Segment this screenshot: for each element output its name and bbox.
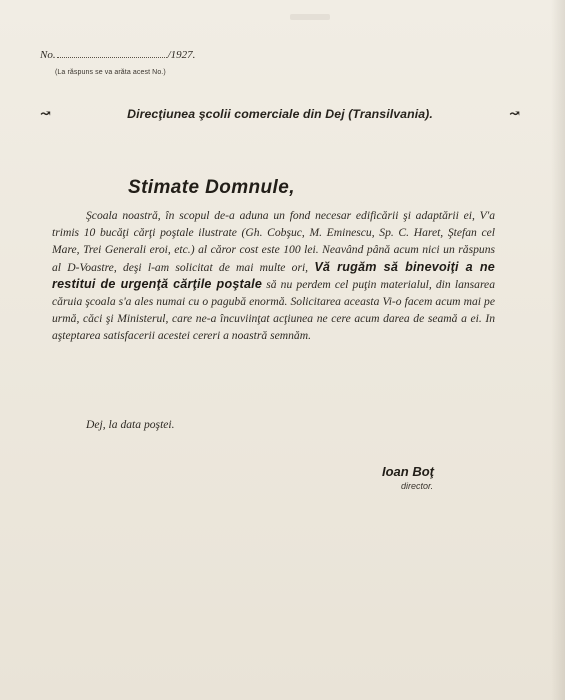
faint-stamp-mark: [290, 14, 330, 20]
signatory-title: director.: [401, 481, 434, 491]
letterhead-title: Direcţiunea şcolii comerciale din Dej (Transilvania).: [127, 107, 433, 121]
letter-paragraph: [52, 207, 495, 345]
paper-edge-shadow: [551, 0, 565, 700]
letter-greeting: Stimate Domnule,: [128, 177, 295, 198]
number-suffix: /1927.: [167, 49, 196, 61]
swash-ornament-left-icon: ↝: [40, 106, 51, 121]
signatory-name: Ioan Boţ: [382, 464, 434, 479]
letter-closing: Dej, la data poştei.: [86, 418, 175, 431]
paragraph-text-after: să nu perdem cel puţin materialul, din lansarea căruia şcoala s'a ales numai cu o pagubă enormă. Solicitarea aceasta Vi-o facem acum mai pe urmă, căci şi Ministerul, care ne-a încuviinţat acţiunea ne cere acum darea de seamă a ei. In aşteptarea satisfacerii acestei cereri a noastră semnăm.: [52, 277, 495, 343]
number-prefix: No.: [40, 49, 56, 61]
number-blank: [57, 48, 167, 58]
paragraph-emphasis: Vă rugăm să binevoiţi a ne restitui de urgenţă cărţile poştale: [52, 259, 496, 291]
letterhead: [40, 106, 520, 124]
swash-ornament-right-icon: ↝: [509, 106, 520, 121]
reply-note: (La răspuns se va arăta acest No.): [55, 69, 166, 76]
paragraph-text-before: Şcoala noastră, în scopul de-a aduna un fond necesar edificării şi adaptării ei, V'a trimis 10 bucăţi cărţi poştale ilustrate (Gh. Cobşuc, M. Eminescu, Sp. C. Haret, Ştefan cel Mare, Trei Generali eroi, etc.) al căror cost este 100 lei. Neavând până acum nici un răspuns al D-Voastre, deşi l-am solicitat de mai multe ori,: [52, 209, 495, 274]
letter-body: [52, 207, 495, 345]
registration-number-line: [40, 48, 195, 61]
